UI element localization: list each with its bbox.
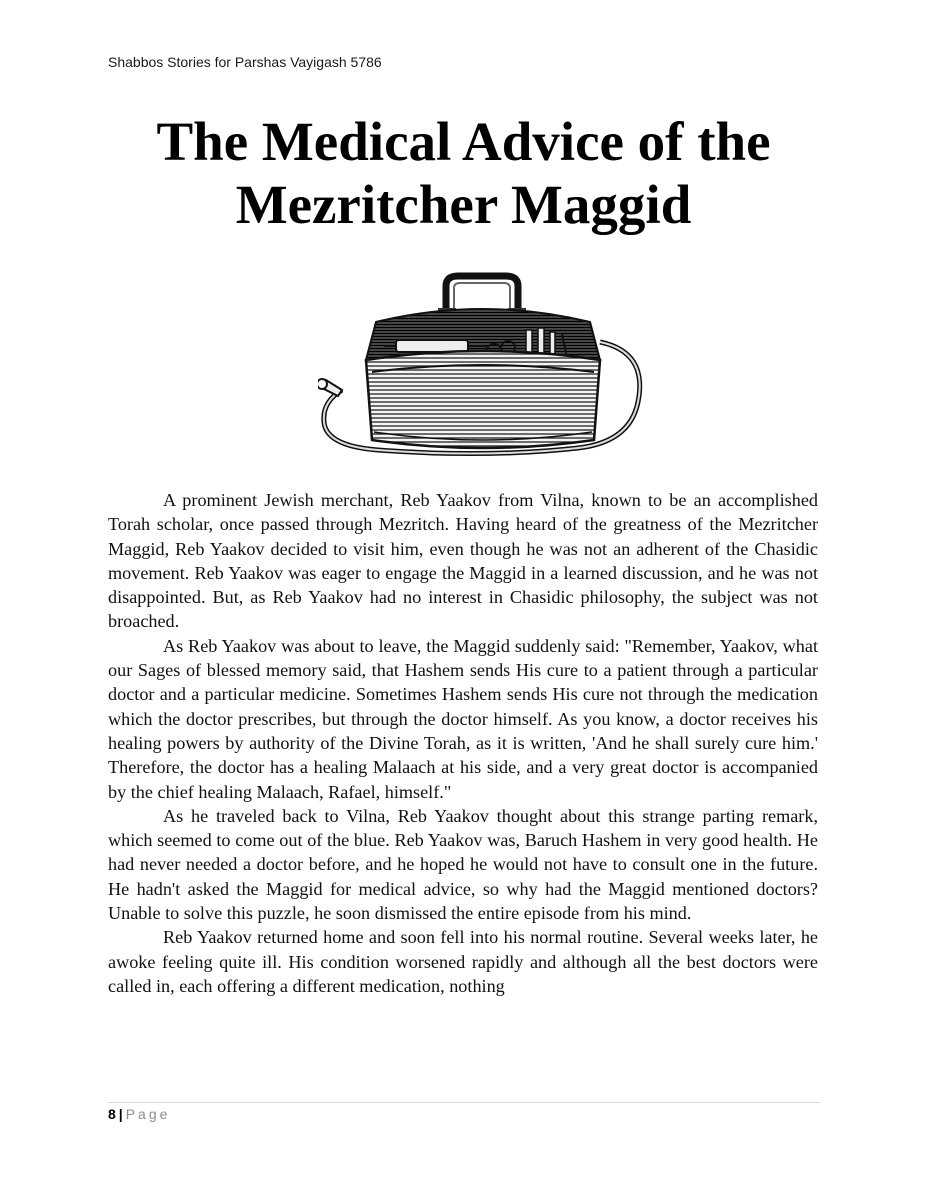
story-paragraph-2: As Reb Yaakov was about to leave, the Maggid suddenly said: "Remember, Yaakov, what our Sages of blessed memory said, that Hashem sends His cure to a patient through a particular doctor and a particular medicine. Sometimes Hashem sends His cure not through the medication which the doctor prescribes, but through the doctor himself. As you know, a doctor receives his healing powers by authority of the Divine Torah, as it is written, 'And he shall surely cure him.' Therefore, the doctor has a healing Malaach at his side, and a very great doctor is accompanied by the chief healing Malaach, Rafael, himself."	[108, 635, 818, 802]
running-header: Shabbos Stories for Parshas Vayigash 5786	[108, 54, 382, 70]
page-title	[0, 110, 927, 236]
page-label: Page	[125, 1106, 171, 1122]
footer-divider	[108, 1102, 820, 1103]
title-line-1: The Medical Advice of the	[156, 111, 771, 172]
story-paragraph-1: A prominent Jewish merchant, Reb Yaakov from Vilna, known to be an accomplished Torah scholar, once passed through Mezritch. Having heard of the greatness of the Mezritcher Maggid, Reb Yaakov decided to visit him, even though he was not an adherent of the Chasidic movement. Reb Yaakov was eager to engage the Maggid in a learned discussion, and he was not disappointed. But, as Reb Yaakov had no interest in Chasidic philosophy, the subject was not broached.	[108, 490, 818, 632]
story-paragraph-4: Reb Yaakov returned home and soon fell into his normal routine. Several weeks later, he awoke feeling quite ill. His condition worsened rapidly and although all the best doctors were called in, each offering a different medication, nothing	[108, 927, 818, 996]
page-number: 8	[108, 1106, 116, 1122]
story-body	[108, 488, 818, 998]
page-footer	[108, 1106, 170, 1122]
title-line-2: Mezritcher Maggid	[235, 174, 692, 235]
story-paragraph-3: As he traveled back to Vilna, Reb Yaakov thought about this strange parting remark, which seemed to come out of the blue. Reb Yaakov was, Baruch Hashem in very good health. He had never needed a doctor before, and he hoped he would not have to consult one in the future. He hadn't asked the Maggid for medical advice, so why had the Maggid mentioned doctors? Unable to solve this puzzle, he soon dismissed the entire episode from his mind.	[108, 805, 818, 924]
doctor-bag-icon	[318, 272, 648, 464]
footer-separator: |	[118, 1106, 123, 1122]
